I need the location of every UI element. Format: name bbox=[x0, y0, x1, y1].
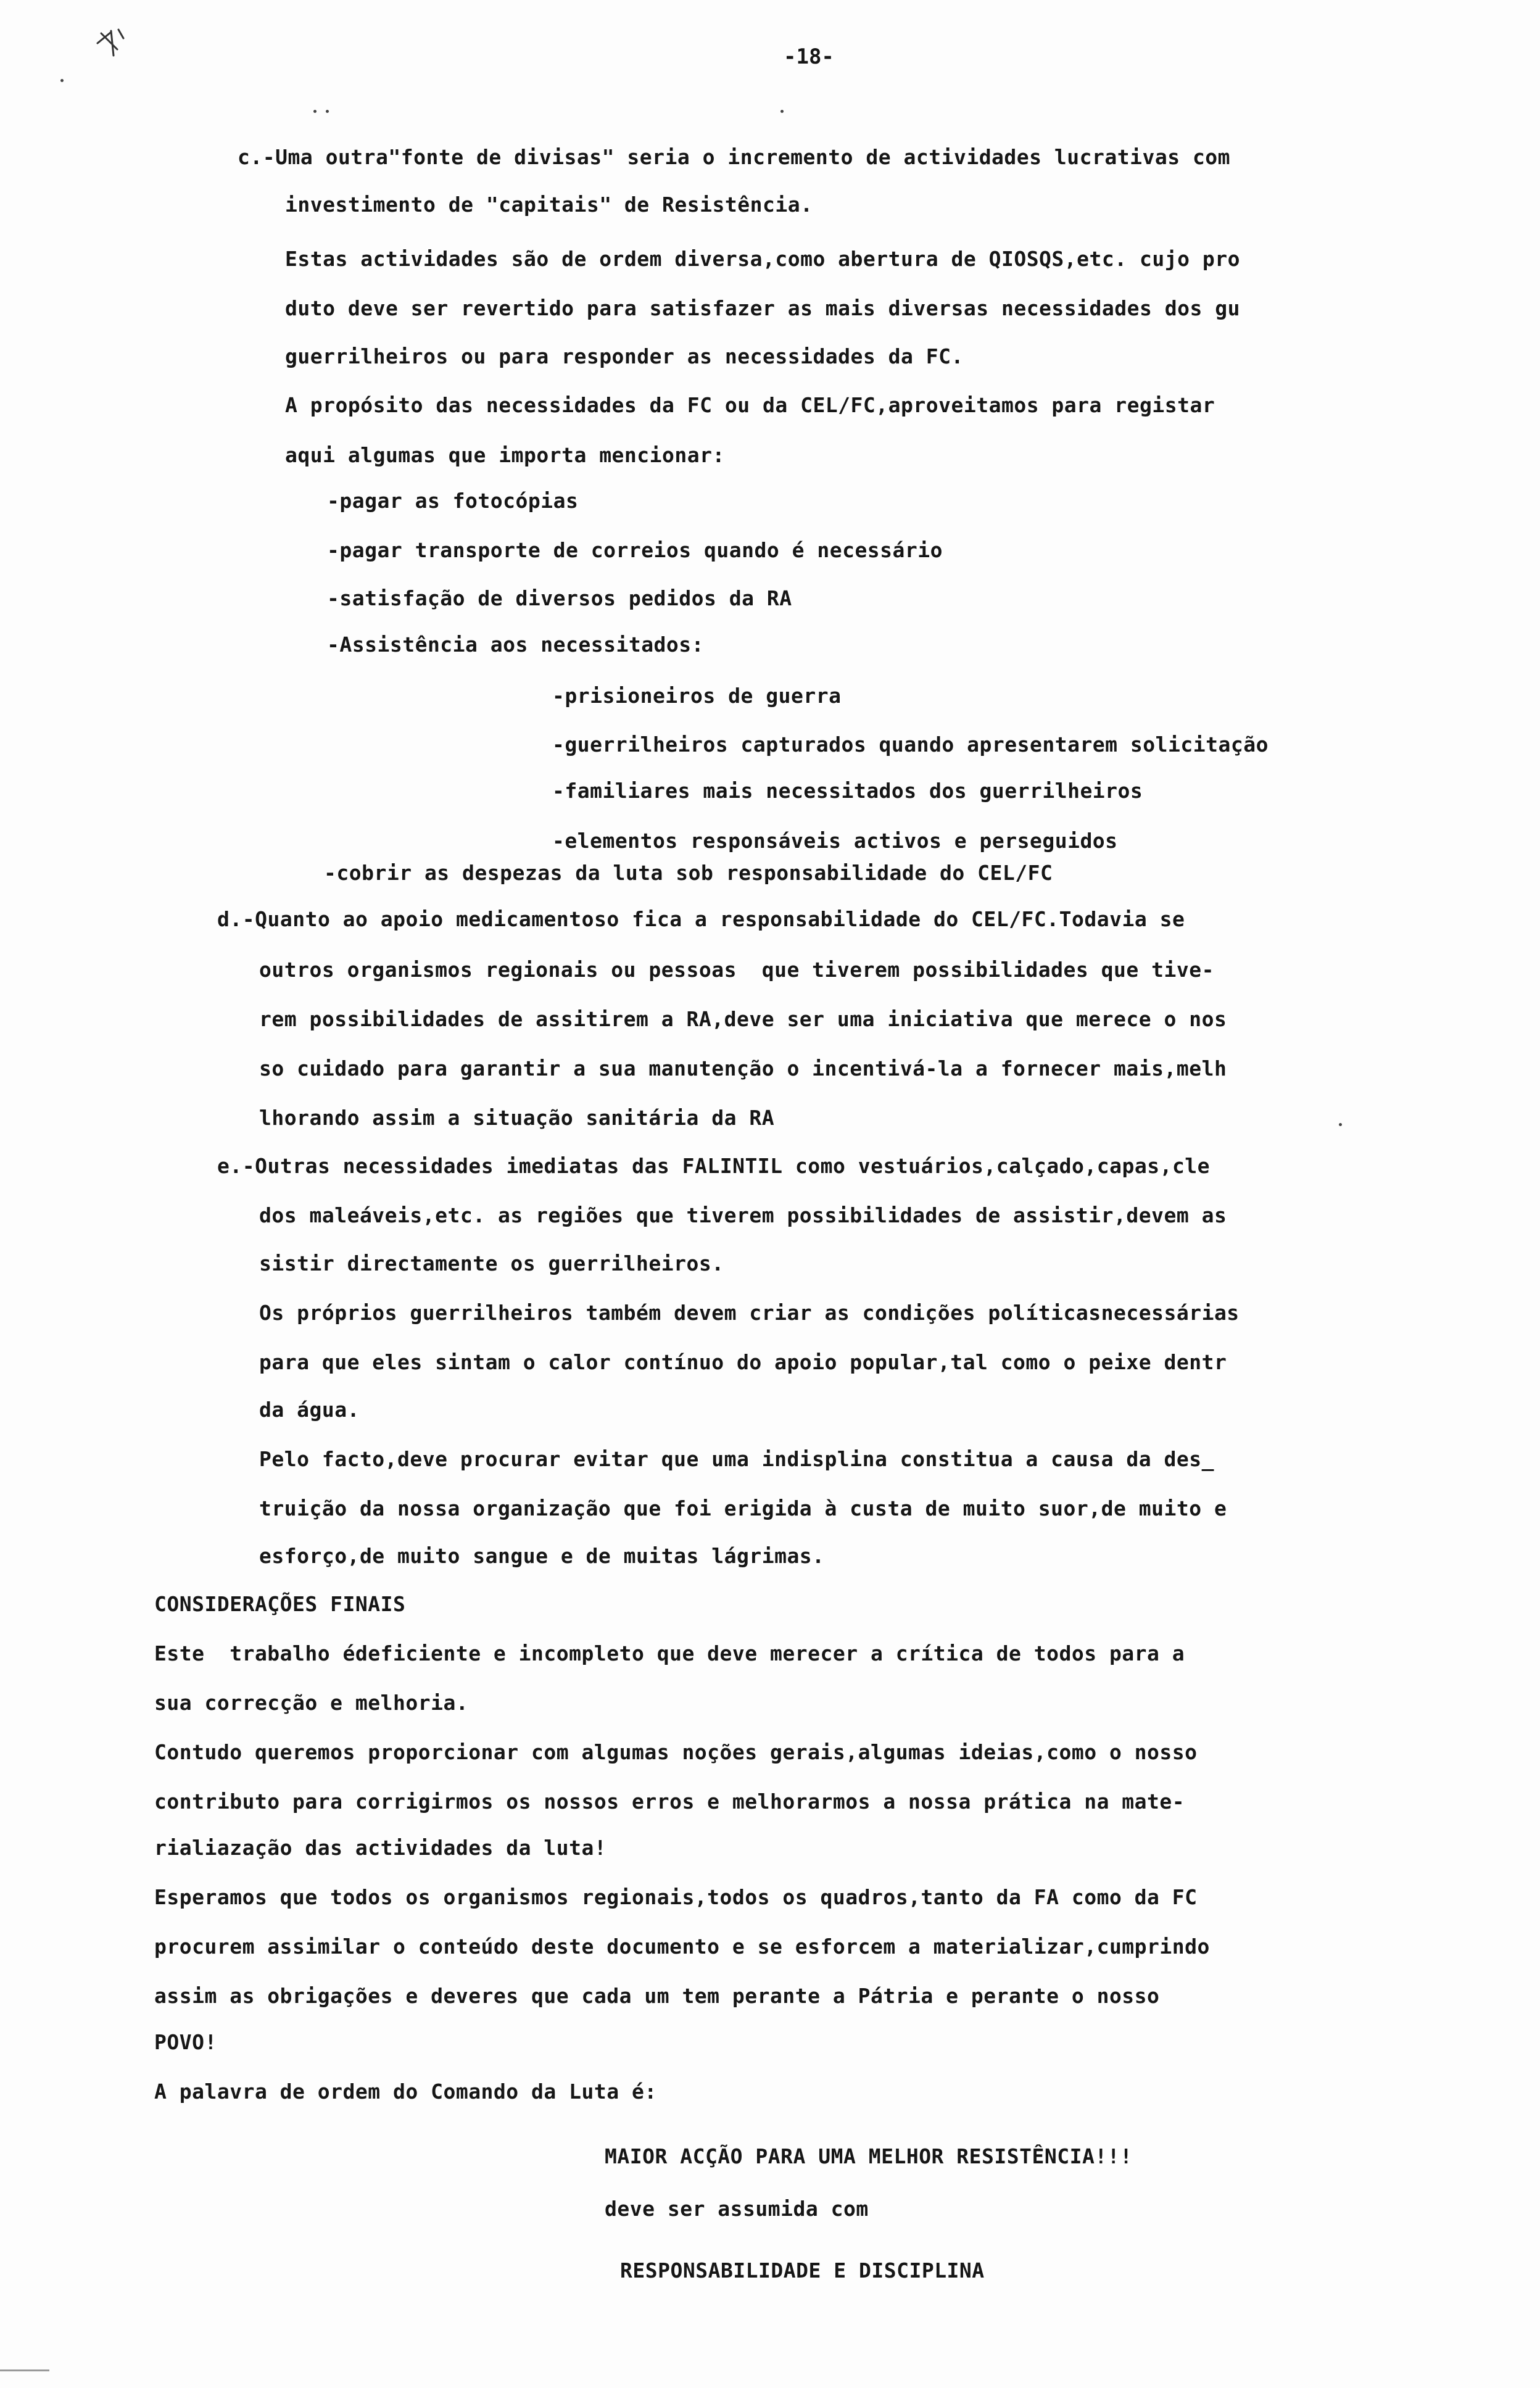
text-line: procurem assimilar o conteúdo deste documento e se esforcem a materializar,cumprindo bbox=[154, 1934, 1210, 1959]
text-line: Esperamos que todos os organismos regionais,todos os quadros,tanto da FA como da FC bbox=[154, 1885, 1198, 1909]
scan-edge-rule bbox=[0, 2369, 49, 2371]
list-item: -satisfação de diversos pedidos da RA bbox=[327, 586, 792, 610]
sub-list-item: -elementos responsáveis activos e perseguidos bbox=[552, 829, 1118, 853]
text-line: Estas actividades são de ordem diversa,como abertura de QIOSQS,etc. cujo pro bbox=[285, 247, 1240, 271]
text-line: Este trabalho édeficiente e incompleto que deve merecer a crítica de todos para a bbox=[154, 1641, 1185, 1665]
text-line: esforço,de muito sangue e de muitas lágrimas. bbox=[259, 1544, 825, 1568]
text-line: truição da nossa organização que foi erigida à custa de muito suor,de muito e bbox=[259, 1496, 1227, 1520]
text-line: rem possibilidades de assitirem a RA,deve ser uma iniciativa que merece o nos bbox=[259, 1007, 1227, 1031]
list-item: -pagar transporte de correios quando é necessário bbox=[327, 538, 943, 562]
text-line: rialiazação das actividades da luta! bbox=[154, 1836, 607, 1860]
text-line: assim as obrigações e deveres que cada um tem perante a Pátria e perante o nosso bbox=[154, 1984, 1160, 2008]
slogan-line: deve ser assumida com bbox=[605, 2197, 869, 2221]
text-line: Pelo facto,deve procurar evitar que uma indisplina constitua a causa da des_ bbox=[259, 1447, 1214, 1471]
text-line: sua correcção e melhoria. bbox=[154, 1691, 469, 1715]
scan-speck bbox=[313, 110, 317, 113]
text-line: d.-Quanto ao apoio medicamentoso fica a responsabilidade do CEL/FC.Todavia se bbox=[217, 907, 1185, 931]
list-item: -pagar as fotocópias bbox=[327, 489, 579, 513]
sub-list-item: -familiares mais necessitados dos guerrilheiros bbox=[552, 779, 1143, 803]
scan-speck bbox=[60, 79, 64, 82]
text-line: contributo para corrigirmos os nossos erros e melhorarmos a nossa prática na mate- bbox=[154, 1789, 1185, 1814]
text-line: para que eles sintam o calor contínuo do apoio popular,tal como o peixe dentr bbox=[259, 1350, 1227, 1374]
slogan-line: MAIOR ACÇÃO PARA UMA MELHOR RESISTÊNCIA!!! bbox=[605, 2144, 1133, 2168]
text-line: da água. bbox=[259, 1398, 360, 1422]
text-line: outros organismos regionais ou pessoas que tiverem possibilidades que tive- bbox=[259, 958, 1214, 982]
sub-list-item: -prisioneiros de guerra bbox=[552, 684, 842, 708]
text-line: investimento de "capitais" de Resistência. bbox=[285, 193, 813, 217]
scan-speck bbox=[326, 110, 329, 113]
text-line: duto deve ser revertido para satisfazer as mais diversas necessidades dos gu bbox=[285, 296, 1240, 320]
text-line: dos maleáveis,etc. as regiões que tiverem possibilidades de assistir,devem as bbox=[259, 1203, 1227, 1227]
list-item: -cobrir as despezas da luta sob responsabilidade do CEL/FC bbox=[324, 861, 1053, 885]
list-item: -Assistência aos necessitados: bbox=[327, 632, 705, 657]
page-number: -18- bbox=[784, 44, 834, 69]
handwritten-mark-icon bbox=[93, 25, 130, 62]
text-line: A propósito das necessidades da FC ou da CEL/FC,aproveitamos para registar bbox=[285, 393, 1215, 417]
text-line: Contudo queremos proporcionar com algumas noções gerais,algumas ideias,como o nosso bbox=[154, 1740, 1198, 1764]
scan-speck bbox=[1339, 1123, 1342, 1126]
text-line: so cuidado para garantir a sua manutenção o incentivá-la a fornecer mais,melh bbox=[259, 1056, 1227, 1080]
text-line: lhorando assim a situação sanitária da RA bbox=[259, 1106, 775, 1130]
text-line: e.-Outras necessidades imediatas das FALINTIL como vestuários,calçado,capas,cle bbox=[217, 1154, 1211, 1178]
section-heading: CONSIDERAÇÕES FINAIS bbox=[154, 1592, 406, 1616]
scan-speck bbox=[780, 110, 784, 113]
text-line: aqui algumas que importa mencionar: bbox=[285, 443, 725, 467]
text-line: Os próprios guerrilheiros também devem criar as condições políticasnecessárias bbox=[259, 1301, 1240, 1325]
text-line: guerrilheiros ou para responder as necessidades da FC. bbox=[285, 344, 964, 368]
text-line: POVO! bbox=[154, 2030, 217, 2054]
text-line: c.-Uma outra"fonte de divisas" seria o incremento de actividades lucrativas com bbox=[238, 145, 1231, 169]
slogan-line: RESPONSABILIDADE E DISCIPLINA bbox=[620, 2258, 985, 2282]
text-line: sistir directamente os guerrilheiros. bbox=[259, 1251, 724, 1275]
text-line: A palavra de ordem do Comando da Luta é: bbox=[154, 2079, 657, 2104]
sub-list-item: -guerrilheiros capturados quando apresentarem solicitação bbox=[552, 732, 1269, 757]
